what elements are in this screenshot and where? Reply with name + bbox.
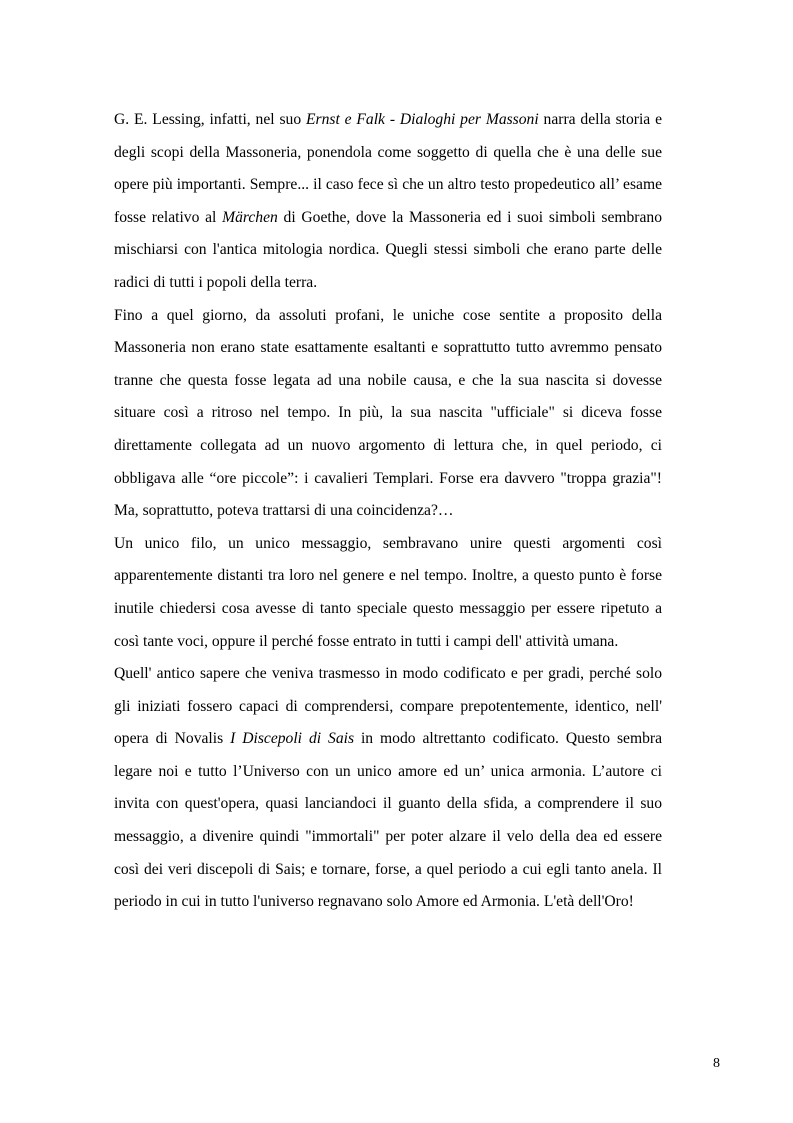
- body-text: [114, 104, 662, 919]
- text-run: di Goethe, dove la Massoneria ed i suoi simboli sembrano mischiarsi con l'antica mitologia nordica. Quegli stessi simboli che erano parte delle radici di tutti i popoli della terra.: [114, 208, 662, 291]
- paragraph: [114, 300, 662, 528]
- text-run: in modo altrettanto codificato. Questo sembra legare noi e tutto l’Universo con un unico amore ed un’ unica armonia. L’autore ci invita con quest'opera, quasi lanciandoci il guanto della sfida, a comprendere il suo messaggio, a divenire quindi "immortali" per poter alzare il velo della dea ed essere così dei veri discepoli di Sais; e tornare, forse, a quel periodo a cui egli tanto anela. Il periodo in cui in tutto l'universo regnavano solo Amore ed Armonia. L'età dell'Oro!: [114, 730, 663, 911]
- page-number: 8: [713, 1056, 720, 1071]
- text-run: Fino a quel giorno, da assoluti profani, le uniche cose sentite a proposito della Massoneria non erano state esattamente esaltanti e soprattutto tutto avremmo pensato tranne che questa fosse legata ad una nobile causa, e che la sua nascita si dovesse situare così a ritroso nel tempo. In più, la sua nascita "ufficiale" si diceva fosse direttamente collegata ad un nuovo argomento di lettura che, in quel periodo, ci obbligava alle “ore piccole”: i cavalieri Templari. Forse era davvero "troppa grazia"! Ma, soprattutto, poteva trattarsi di una coincidenza?…: [114, 306, 662, 520]
- text-run: narra della storia e degli scopi della Massoneria, ponendola come soggetto di quella che è una delle sue opere più importanti. Sempre... il caso fece sì che un altro testo propedeutico all’ esame fosse relativo al: [114, 111, 663, 226]
- italic-title: I Discepoli di Sais: [230, 730, 355, 748]
- paragraph: [114, 104, 662, 300]
- text-run: Un unico filo, un unico messaggio, sembravano unire questi argomenti così apparentemente distanti tra loro nel genere e nel tempo. Inoltre, a questo punto è forse inutile chiedersi cosa avesse di tanto speciale questo messaggio per essere ripetuto a così tante voci, oppure il perché fosse entrato in tutti i campi dell' attività umana.: [114, 534, 662, 650]
- italic-title: Märchen: [222, 208, 278, 226]
- paragraph: [114, 658, 662, 919]
- text-run: Quell' antico sapere che veniva trasmesso in modo codificato e per gradi, perché solo gli iniziati fossero capaci di comprendersi, compare prepotentemente, identico, nell' opera di Novalis: [114, 665, 662, 748]
- italic-title: Ernst e Falk - Dialoghi per Massoni: [305, 111, 539, 128]
- text-run: G. E. Lessing, infatti, nel suo: [114, 111, 306, 128]
- paragraph: [114, 528, 662, 658]
